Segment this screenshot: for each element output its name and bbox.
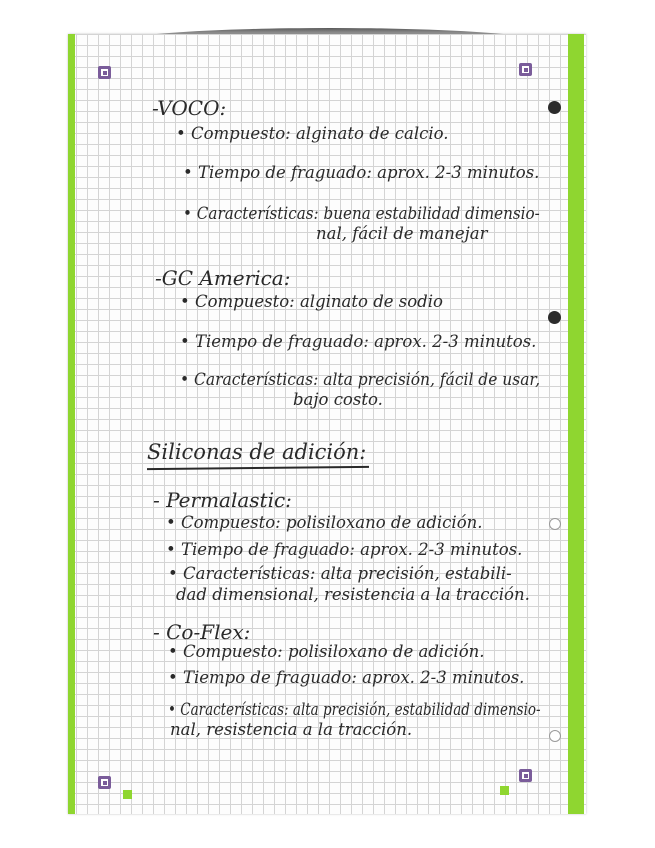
permalastic-composition: • Compuesto: polisiloxano de adición. [166,513,483,532]
gc-america-heading: -GC America: [155,266,291,290]
section-title-underline [147,466,369,470]
permalastic-features-line-1: • Características: alta precisión, estabili- [168,564,512,583]
co-flex-setting-time: • Tiempo de fraguado: aprox. 2-3 minutos. [168,668,525,687]
voco-composition: • Compuesto: alginato de calcio. [176,124,449,143]
gc-america-setting-time: • Tiempo de fraguado: aprox. 2-3 minutos. [180,332,537,351]
permalastic-heading: - Permalastic: [153,488,292,512]
gc-america-features-line-2: bajo costo. [293,390,383,409]
voco-setting-time: • Tiempo de fraguado: aprox. 2-3 minutos. [183,163,540,182]
co-flex-features-line-1: • Características: alta precisión, estabilidad dimensio- [168,700,541,719]
co-flex-heading: - Co-Flex: [153,620,251,644]
voco-heading: -VOCO: [152,96,227,120]
gc-america-composition: • Compuesto: alginato de sodio [180,292,443,311]
section-title: Siliconas de adición: [147,440,367,464]
gc-america-features-line-1: • Características: alta precisión, fácil de usar, [180,370,541,389]
permalastic-setting-time: • Tiempo de fraguado: aprox. 2-3 minutos. [166,540,523,559]
voco-features-line-1: • Características: buena estabilidad dimensio- [183,204,540,223]
permalastic-features-line-2: dad dimensional, resistencia a la tracción. [176,585,530,604]
co-flex-composition: • Compuesto: polisiloxano de adición. [168,642,485,661]
voco-features-line-2: nal, fácil de manejar [316,224,488,243]
co-flex-features-line-2: nal, resistencia a la tracción. [170,720,413,739]
